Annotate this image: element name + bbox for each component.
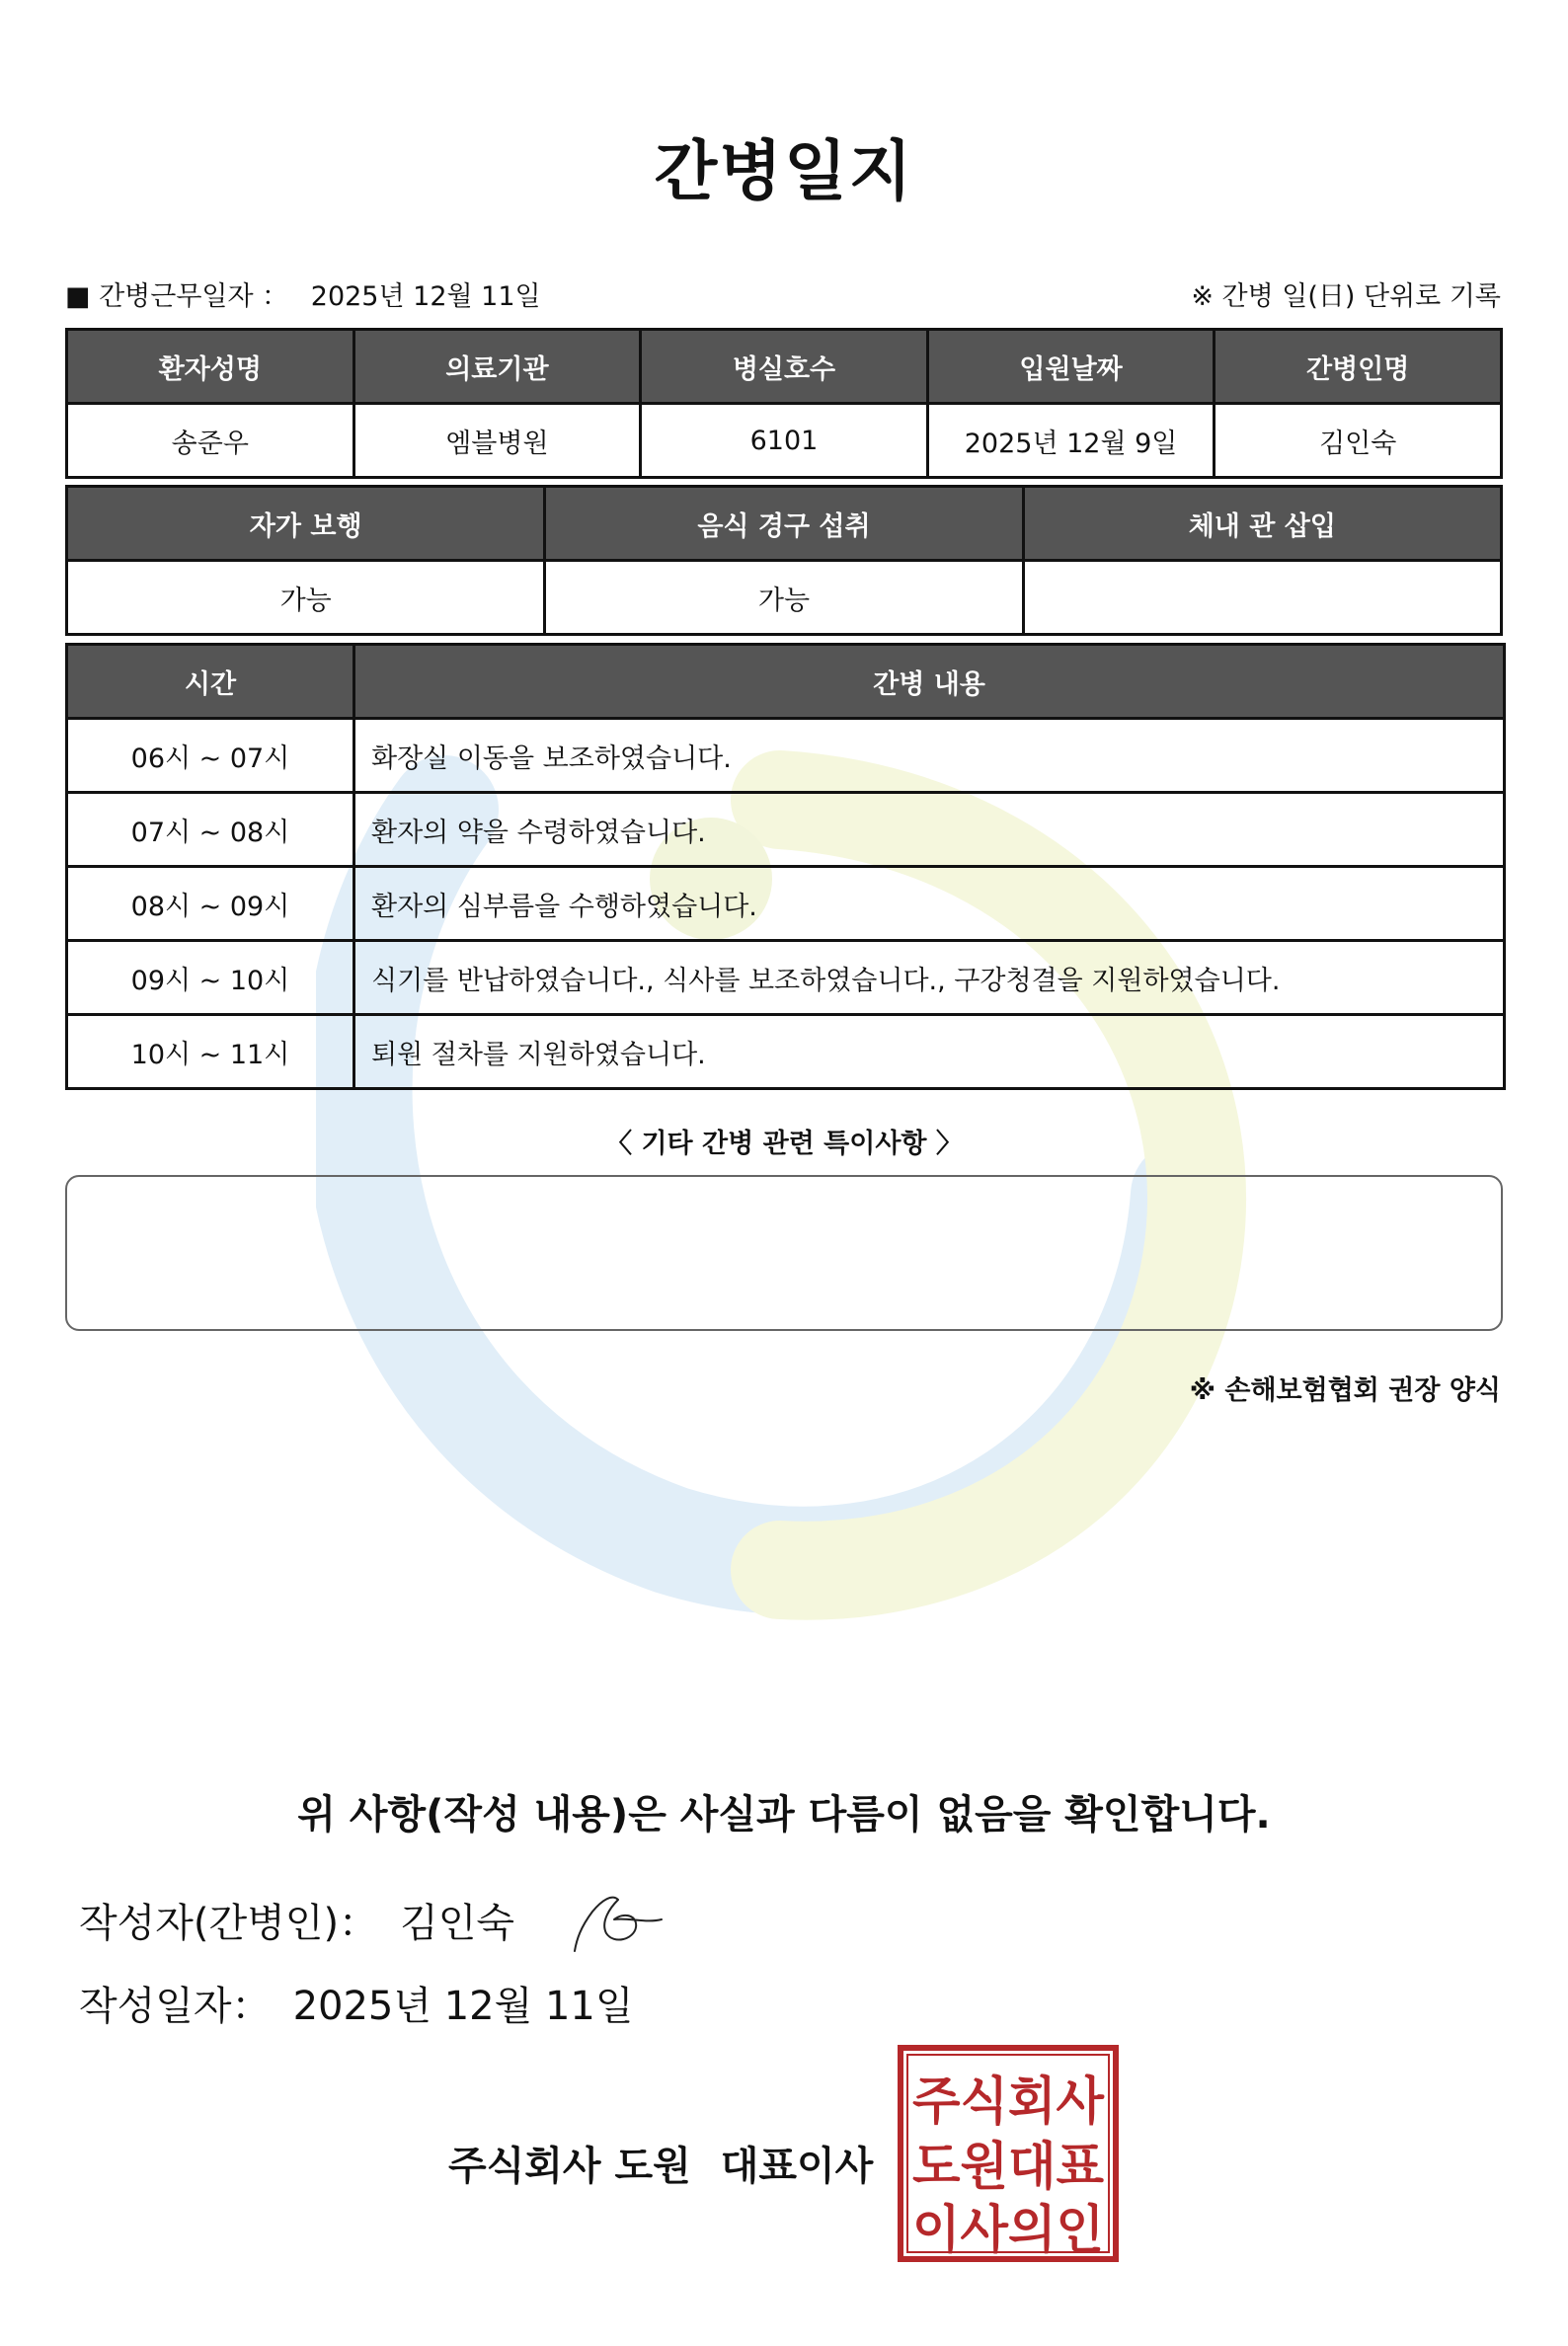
- writer-label: 작성자(간병인)：: [79, 1901, 379, 1946]
- care-time: 09시 ~ 10시: [67, 941, 354, 1015]
- admission-date: 2025년 12월 9일: [927, 404, 1215, 478]
- written-date-label: 작성일자：: [79, 1984, 272, 2029]
- confirmation-statement: 위 사항(작성 내용)은 사실과 다름이 없음을 확인합니다.: [297, 1792, 1271, 1838]
- unit-note: ※ 간병 일(日) 단위로 기록: [1191, 281, 1501, 312]
- header-hospital: 의료기관: [353, 330, 641, 404]
- notes-title: 〈 기타 간병 관련 특이사항 〉: [605, 1129, 963, 1159]
- written-date-line: [79, 1975, 634, 2031]
- status-value-row: [67, 561, 1502, 635]
- header-tube-insertion: 체내 관 삽입: [1023, 487, 1501, 561]
- written-date-value: 2025년 12월 11일: [292, 1984, 634, 2029]
- room-number: 6101: [641, 404, 928, 478]
- care-time: 08시 ~ 09시: [67, 867, 354, 941]
- care-content-table: [65, 643, 1506, 1090]
- care-header-row: [67, 645, 1505, 719]
- status-header-row: [67, 487, 1502, 561]
- table-row: [67, 719, 1505, 793]
- care-content: 화장실 이동을 보조하였습니다.: [354, 719, 1505, 793]
- work-date-label: ■ 간병근무일자 ：: [65, 281, 289, 312]
- header-care-content: 간병 내용: [354, 645, 1505, 719]
- work-date-value: 2025년 12월 11일: [310, 281, 541, 312]
- patient-name: 송준우: [67, 404, 354, 478]
- tube-insertion-status: [1023, 561, 1501, 635]
- form-source-note: ※ 손해보험협회 권장 양식: [1189, 1375, 1501, 1406]
- ceo-title: 대표이사: [720, 2144, 874, 2189]
- company-name: 주식회사 도원: [448, 2144, 691, 2189]
- writer-line: [79, 1892, 514, 1948]
- care-content: 환자의 심부름을 수행하였습니다.: [354, 867, 1505, 941]
- header-time: 시간: [67, 645, 354, 719]
- company-seal-stamp: [897, 2044, 1120, 2263]
- header-walking: 자가 보행: [67, 487, 545, 561]
- work-date: [65, 274, 541, 313]
- table-row: [67, 1015, 1505, 1089]
- patient-info-value-row: [67, 404, 1502, 478]
- writer-name: 김인숙: [400, 1901, 514, 1946]
- care-content: 퇴원 절차를 지원하였습니다.: [354, 1015, 1505, 1089]
- seal-line-2: 도원대표: [912, 2138, 1104, 2197]
- table-row: [67, 793, 1505, 867]
- page-title: 간병일지: [654, 133, 914, 209]
- care-content: 식기를 반납하였습니다., 식사를 보조하였습니다., 구강청결을 지원하였습니다.: [354, 941, 1505, 1015]
- seal-line-1: 주식회사: [912, 2072, 1105, 2132]
- care-time: 06시 ~ 07시: [67, 719, 354, 793]
- care-time: 10시 ~ 11시: [67, 1015, 354, 1089]
- walking-status: 가능: [67, 561, 545, 635]
- handwritten-signature: [571, 1890, 666, 1955]
- seal-line-3: 이사의인: [912, 2201, 1104, 2260]
- notes-box: [65, 1175, 1503, 1331]
- patient-info-table: [65, 328, 1503, 479]
- hospital: 엠블병원: [353, 404, 641, 478]
- header-room-number: 병실호수: [641, 330, 928, 404]
- header-admission-date: 입원날짜: [927, 330, 1215, 404]
- company-line: [448, 2135, 873, 2191]
- header-oral-intake: 음식 경구 섭취: [545, 487, 1023, 561]
- table-row: [67, 867, 1505, 941]
- table-row: [67, 941, 1505, 1015]
- patient-info-header-row: [67, 330, 1502, 404]
- oral-intake-status: 가능: [545, 561, 1023, 635]
- care-content: 환자의 약을 수령하였습니다.: [354, 793, 1505, 867]
- patient-status-table: [65, 485, 1503, 636]
- care-time: 07시 ~ 08시: [67, 793, 354, 867]
- header-caregiver-name: 간병인명: [1215, 330, 1502, 404]
- header-patient-name: 환자성명: [67, 330, 354, 404]
- caregiver-name: 김인숙: [1215, 404, 1502, 478]
